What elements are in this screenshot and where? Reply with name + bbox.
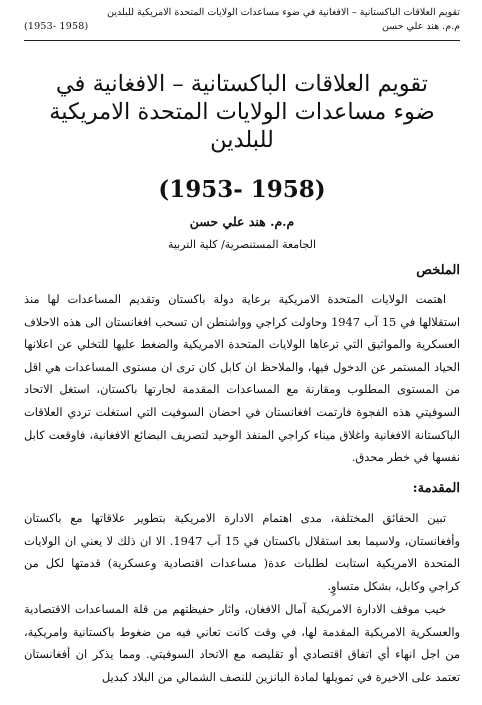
- title-line-3: للبلدين: [210, 127, 274, 153]
- title-years: (1953- 1958): [158, 176, 326, 203]
- running-head-author: م.م. هند علي حسن: [381, 21, 460, 32]
- author-name: م.م. هند علي حسن: [189, 214, 295, 229]
- title-line-2: ضوء مساعدات الولايات المتحدة الامريكية: [49, 99, 435, 125]
- title-line-1: تقويم العلاقات الباكستانية – الافغانية في: [55, 71, 429, 97]
- running-head-years: (1953- 1958): [24, 21, 89, 32]
- running-head: [24, 6, 460, 34]
- abstract-heading: الملخص: [416, 263, 460, 278]
- introduction-paragraph-1: تبين الحقائق المختلفة، مدى اهتمام الادارة الامريكية بتطوير علاقاتها مع باكستان وأفغانستان، ولاسيما بعد استقلال باكستان في 15 آب 1947. الا ان ذلك لا يعني ان الولايات المتحدة الامريكية استابت لطلبات عدة( مساعدات اقتصادية وعسكرية) قدمتها لكل من كراجي وكابل، بشكل متساوٍ.: [24, 511, 460, 593]
- header-rule: [24, 40, 460, 41]
- abstract-text: اهتمت الولايات المتحدة الامريكية برعاية دولة باكستان وتقديم المساعدات لها منذ استقلالها في 15 آب 1947 وحاولت كراجي وواشنطن ان تسحب افغانستان الى هذه الاحلاف العسكرية والمواثيق التي ترعاها الولايات المتحدة الامريكية والضغط عليها للتخلي عن اعلانها الحياد المستمر عن الدخول فيها، والملاحظ ان كابل كان ترى ان مستوى المساعدات هي اقل من المستوى المطلوب ومقارنة مع المساعدات المقدمة لجارتها باكستان، استغل الاتحاد السوفيتي هذه الفجوة فارتمت افغانستان في احضان السوفيت التي استغلت تردي العلاقات الباكستانة الافغانية واغلاق ميناء كراجي المنفذ الوحيد لتصريف البضائع الافغانية، فاوقعت كابل نفسها في خطر محدق.: [24, 292, 461, 465]
- paper-title: [24, 70, 460, 154]
- author-affiliation: الجامعة المستنصرية/ كلية التربية: [167, 238, 317, 251]
- running-head-title: تقويم العلاقات الباكستانية – الافغانية في ضوء مساعدات الولايات المتحدة الامريكية للبلدين: [107, 7, 460, 18]
- running-head-line2: [24, 20, 460, 34]
- introduction-paragraph-2: خيب موقف الادارة الامريكية آمال الافغان، واثار حفيظتهم من قلة المساعدات الاقتصادية والعسكرية الامريكية المقدمة لها، في وقت كانت تعاني فيه من ضغوط باكستانية وامريكية، من اجل انهاء أي اتفاق اقتصادي أو تقليصه مع الاتحاد السوفيتي. ومما يذكر ان أفغانستان تعتمد على الاخيرة في تمويلها لمادة البانزين للنصف الشمالي من البلاد كبديل: [24, 602, 460, 684]
- introduction-heading: المقدمة:: [412, 481, 460, 496]
